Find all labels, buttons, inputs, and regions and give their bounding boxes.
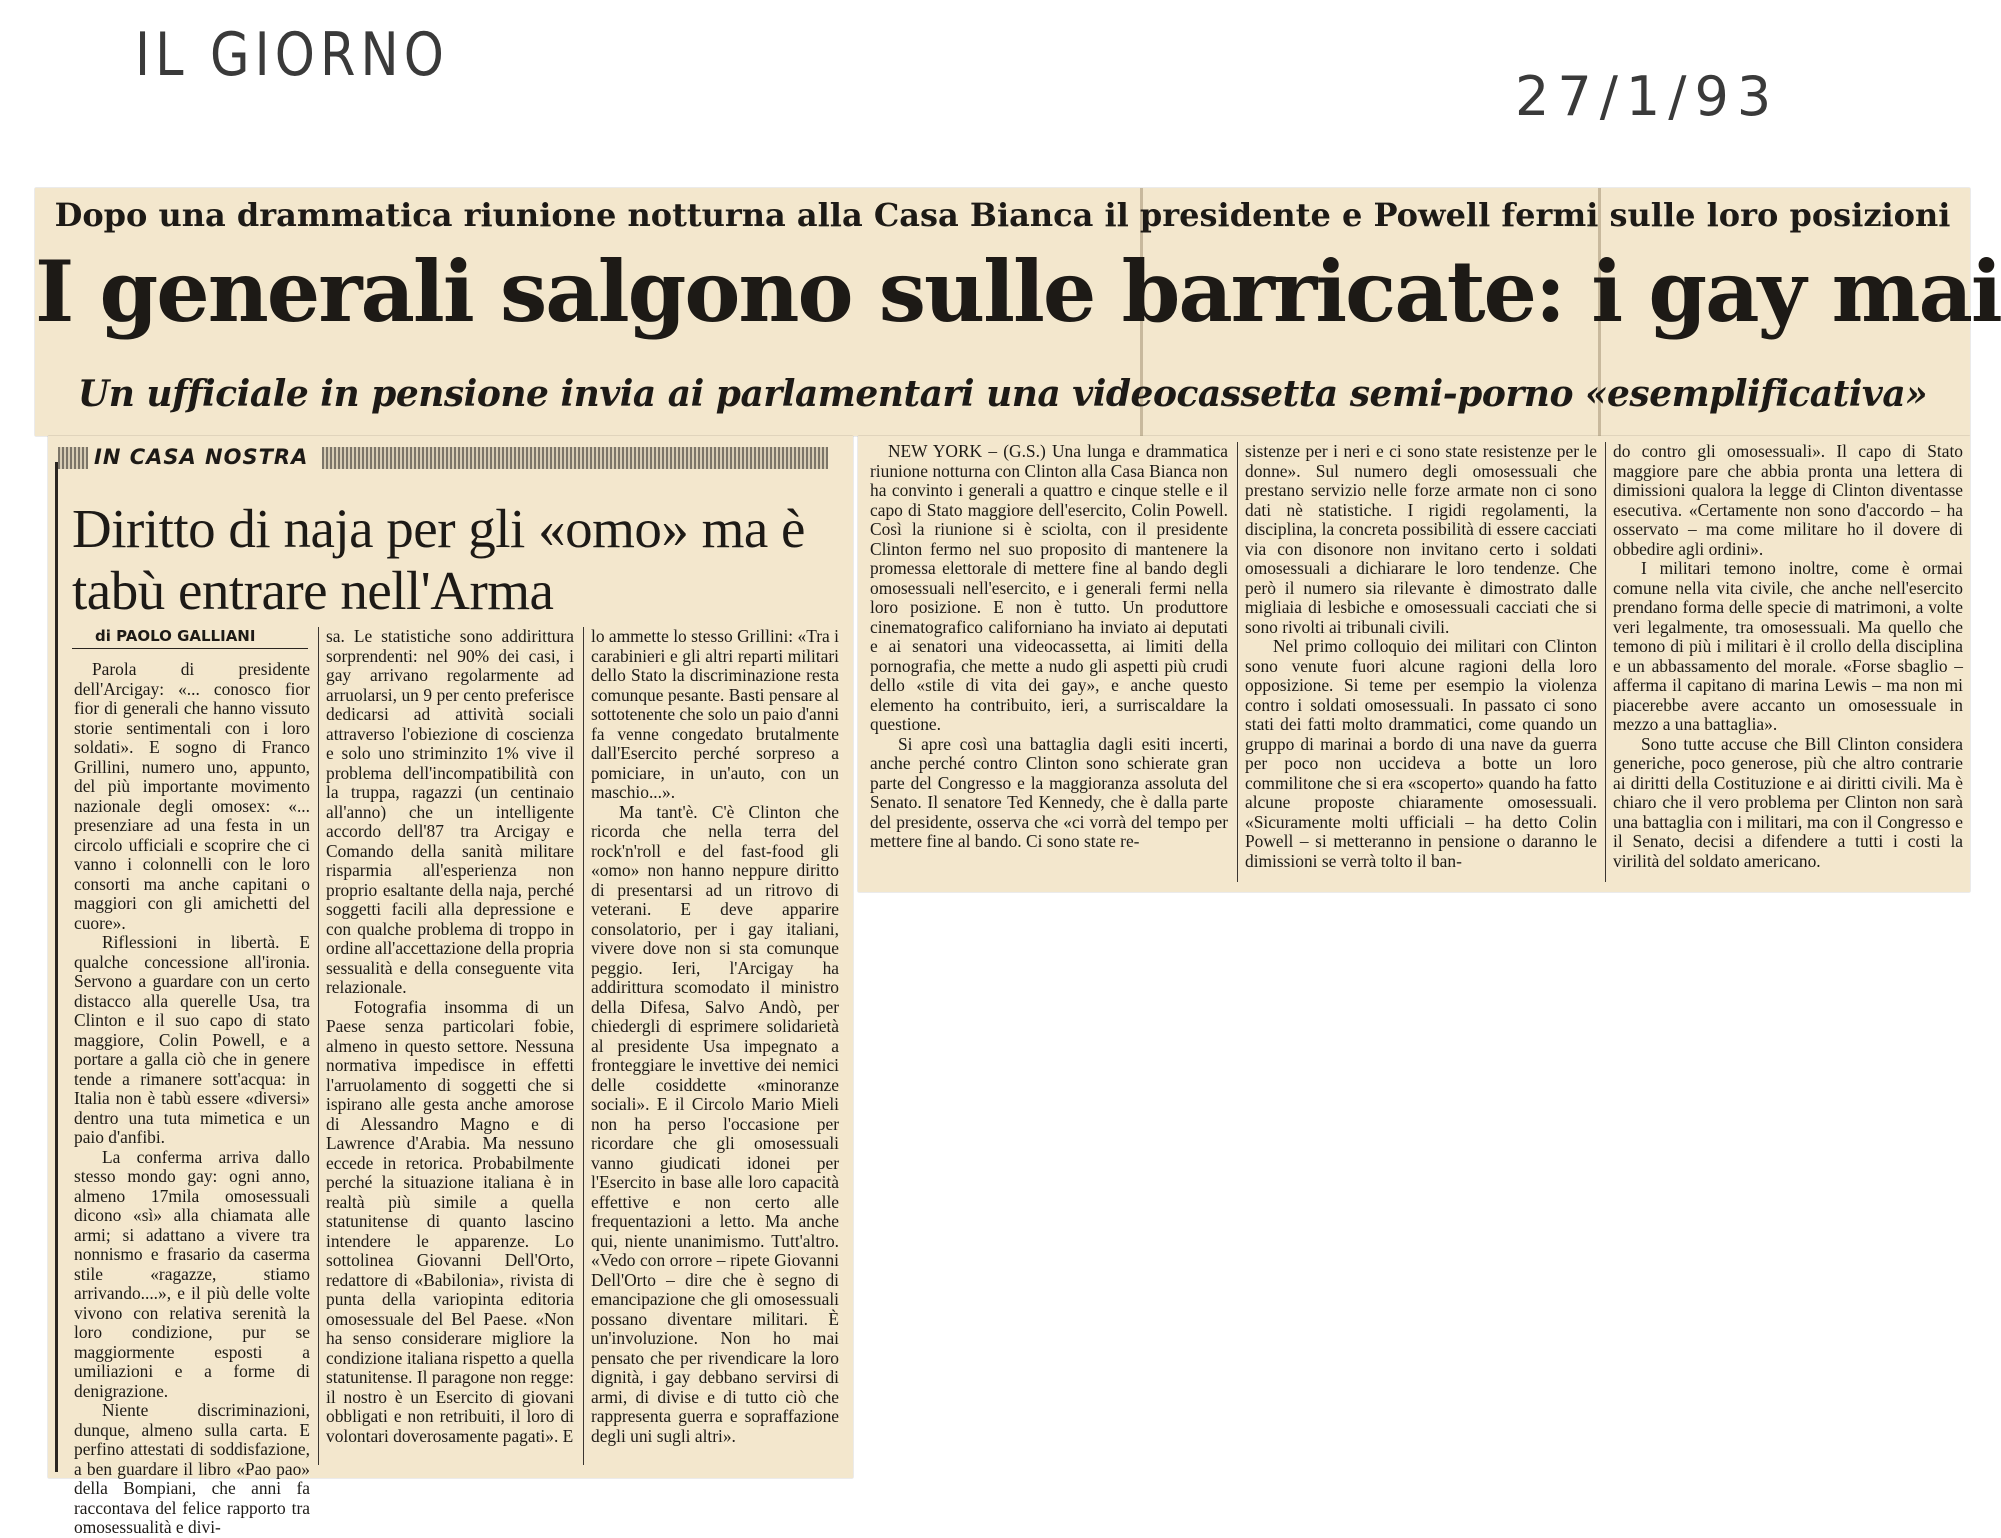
sidebar-column-2 xyxy=(326,627,574,1475)
column-rule xyxy=(318,627,319,1465)
column-rule xyxy=(1605,442,1606,882)
sidebar-left-rule xyxy=(55,462,58,1472)
paragraph: NEW YORK – (G.S.) Una lunga e drammatica riunione notturna con Clinton alla Casa Bianca non ha convinto i generali a quattro e cinque stelle e il capo di Stato maggiore dell'esercito, Colin Powell. Così la riunione si è sciolta, con il presidente Clinton fermo nel suo proposito di mantenere la promessa elettorale di mettere fine al bando degli omosessuali nell'esercito, e i generali fermi nella loro posizione. E non è tutto. Un produttore cinematografico californiano ha inviato ai deputati e ai senatori una videocassetta, ai limiti della pornografia, che mette a nudo gli aspetti più crudi dello «stile di vita dei gay», e anche questo elemento ha contribuito, ieri, a surriscaldare la questione. xyxy=(870,441,1228,734)
paragraph: Si apre così una battaglia dagli esiti incerti, anche perché contro Clinton sono schierate gran parte del Congresso e la maggioranza assoluta del Senato. Il senatore Ted Kennedy, che è dalla parte del presidente, osserva che «ci vorrà del tempo per mettere fine al bando. Ci sono state re- xyxy=(870,733,1228,851)
sidebar-title: Diritto di naja per gli «omo» ma è tabù entrare nell'Arma xyxy=(72,498,805,621)
paragraph: Riflessioni in libertà. E qualche concessione all'ironia. Servono a guardare con un certo distacco alla querelle Usa, tra Clinton e il suo capo di stato maggiore, Colin Powell, e a portare a galla ciò che in genere tende a rimanere sott'acqua: in Italia non è tabù essere «diversi» dentro una tuta mimetica e un paio d'anfibi. xyxy=(74,932,310,1147)
paragraph: sistenze per i neri e ci sono state resistenze per le donne». Sul numero degli omosessuali che prestano servizio nelle forze armate non ci sono dati nè statistiche. I rigidi regolamenti, la disciplina, la concreta possibilità di essere cacciati via con disonore non invitano certo i soldati omosessuali a dichiarare le loro tendenze. Che però il numero sia rilevante è dimostrato dalle migliaia di lesbiche e omosessuali cacciati che si sono rivolti ai tribunali civili. xyxy=(1245,441,1597,637)
column-rule xyxy=(1237,442,1238,882)
column-rule xyxy=(583,627,584,1465)
byline-rule xyxy=(72,648,308,649)
sidebar-column-1 xyxy=(74,659,310,1537)
paragraph: Ma tant'è. C'è Clinton che ricorda che nella terra del rock'n'roll e del fast-food gli «omo» non hanno neppure diritto di presentarsi ad un ritrovo di veterani. E deve apparire consolatorio, per i gay italiani, vivere dove non si sta comunque peggio. Ieri, l'Arcigay ha addirittura scomodato il ministro della Difesa, Salvo Andò, per chiedergli di esprimere solidarietà al presidente Usa impegnato a fronteggiare le invettive dei nemici delle cosiddette «minoranze sociali». E il Circolo Mario Mieli non ha perso l'occasione per ricordare che gli omosessuali vanno giudicati idonei per l'Esercito in base alle loro capacità effettive e non certo alle frequentazioni a letto. Ma anche qui, niente unanimismo. Tutt'altro. «Vedo con orrore – ripete Giovanni Dell'Orto – dire che è segno di emancipazione che gli omosessuali possano diventare militari. È un'involuzione. Non ho mai pensato che per rivendicare la loro dignità, i gay debbano servirsi di armi, di divise e di tutto ciò che rappresenta guerra e sopraffazione degli uni sugli altri». xyxy=(591,801,839,1446)
article-kicker: Dopo una drammatica riunione notturna alla Casa Bianca il presidente e Powell fermi sulle loro posizioni xyxy=(54,196,1951,234)
sidebar-byline: di PAOLO GALLIANI xyxy=(95,627,256,645)
paragraph: Fotografia insomma di un Paese senza particolari fobie, almeno in questo settore. Nessuna normativa impedisce in effetti l'arruolamento di soggetti che si ispirano alle gesta anche amorose di Alessandro Magno e di Lawrence d'Arabia. Ma nessuno eccede in retorica. Probabilmente perché la situazione italiana è in realtà più simile a quella statunitense di quanto lascino intendere le apparenze. Lo sottolinea Giovanni Dell'Orto, redattore di «Babilonia», rivista di punta della variopinta editoria omosessuale del Bel Paese. «Non ha senso considerare migliore la condizione italiana rispetto a quella statunitense. Il paragone non regge: il nostro è un Esercito di giovani obbligati e non retribuiti, il loro di volontari doverosamente pagati». E xyxy=(326,996,574,1446)
sidebar-column-3 xyxy=(591,627,839,1475)
paragraph: I militari temono inoltre, come è ormai comune nella vita civile, che anche nell'esercito prendano forma delle specie di matrimoni, a volte veri legalmente, tra omosessuali. Ma quello che temono di più i militari è il crollo della disciplina e un abbassamento del morale. «Forse sbaglio – afferma il capitano di marina Lewis – ma non mi piacerebbe avere accanto un omosessuale in mezzo a una battaglia». xyxy=(1613,558,1963,734)
paragraph: sa. Le statistiche sono addirittura sorprendenti: nel 90% dei casi, i gay arrivano regolarmente ad arruolarsi, un 9 per cento preferisce dedicarsi ad attività sociali attraverso l'obiezione di coscienza e solo uno striminzito 1% vive il problema dell'incompatibilità con la truppa, ragazzi (un centinaio all'anno) che un intelligente accordo dell'87 tra Arcigay e Comando della sanità militare risparmia all'esperienza non proprio esaltante della naja, perché soggetti facili alla depressione e con qualche problema di troppo in ordine all'accettazione della propria sessualità e della conseguente vita relazionale. xyxy=(326,626,574,997)
handwritten-date: 27/1/93 xyxy=(1515,65,1780,128)
rubric-label: IN CASA NOSTRA xyxy=(88,445,322,469)
article-column-2 xyxy=(1245,442,1597,887)
paragraph: Parola di presidente dell'Arcigay: «... conosco fior fior di generali che hanno vissuto storie sentimentali con i loro soldati». E sogno di Franco Grillini, numero uno, appunto, del più importante movimento nazionale degli omosex: «... presenziare ad una festa in un circolo ufficiali e scoprire che ci vanno i colonnelli con le loro consorti ma anche capitani o maggiori con gli amichetti del cuore». xyxy=(74,659,310,933)
paragraph: Sono tutte accuse che Bill Clinton considera generiche, poco generose, più che altro contrarie ai diritti della Costituzione e ai diritti civili. Ma è chiaro che il vero problema per Clinton non sarà una battaglia con i militari, ma con il Congresso e il Senato, decisi a difendere a tutti i costi la virilità del soldato americano. xyxy=(1613,733,1963,871)
paragraph: Nel primo colloquio dei militari con Clinton sono venute fuori alcune ragioni della loro opposizione. Si teme per esempio la violenza contro i soldati omosessuali. In passato ci sono stati dei fatti molto drammatici, come quando un gruppo di marinai a bordo di una nave da guerra per poco non uccideva a botte un loro commilitone che si era «scoperto» quando ha fatto alcune proposte chiaramente omosessuali. «Sicuramente molti ufficiali – ha detto Colin Powell – si metteranno in pensione o daranno le dimissioni se verrà tolto il ban- xyxy=(1245,636,1597,871)
paragraph: do contro gli omosessuali». Il capo di Stato maggiore pare che abbia pronta una lettera di dimissioni qualora la legge di Clinton diventasse esecutiva. «Certamente non sono d'accordo – ha osservato – ma come militare ho il dovere di obbedire agli ordini». xyxy=(1613,441,1963,559)
paragraph: La conferma arriva dallo stesso mondo gay: ogni anno, almeno 17mila omosessuali dicono «sì» alla chiamata alle armi; si adattano a vivere tra nonnismo e frasario da caserma stile «ragazze, stiamo arrivando....», e il più delle volte vivono con relativa serenità la loro condizione, pur se maggiormente esposti a umiliazioni e a forme di denigrazione. xyxy=(74,1146,310,1401)
handwritten-newspaper-name: IL GIORNO xyxy=(135,20,450,90)
paragraph: Niente discriminazioni, dunque, almeno sulla carta. E perfino attestati di soddisfazione, a ben guardare il libro «Pao pao» della Bompiani, che anni fa raccontava del felice rapporto tra omosessualità e divi- xyxy=(74,1400,310,1537)
paragraph: lo ammette lo stesso Grillini: «Tra i carabinieri e gli altri reparti militari dello Stato la discriminazione resta comunque pesante. Basti pensare al sottotenente che solo un paio d'anni fa venne congedato brutalmente dall'Esercito perché sorpreso a pomiciare, in un'auto, con un maschio...». xyxy=(591,626,839,802)
article-headline: I generali salgono sulle barricate: i gay mai xyxy=(35,242,2001,341)
article-subhead: Un ufficiale in pensione invia ai parlamentari una videocassetta semi-porno «esemplificativa» xyxy=(77,373,1928,415)
article-column-1 xyxy=(870,442,1228,887)
article-column-3 xyxy=(1613,442,1963,887)
